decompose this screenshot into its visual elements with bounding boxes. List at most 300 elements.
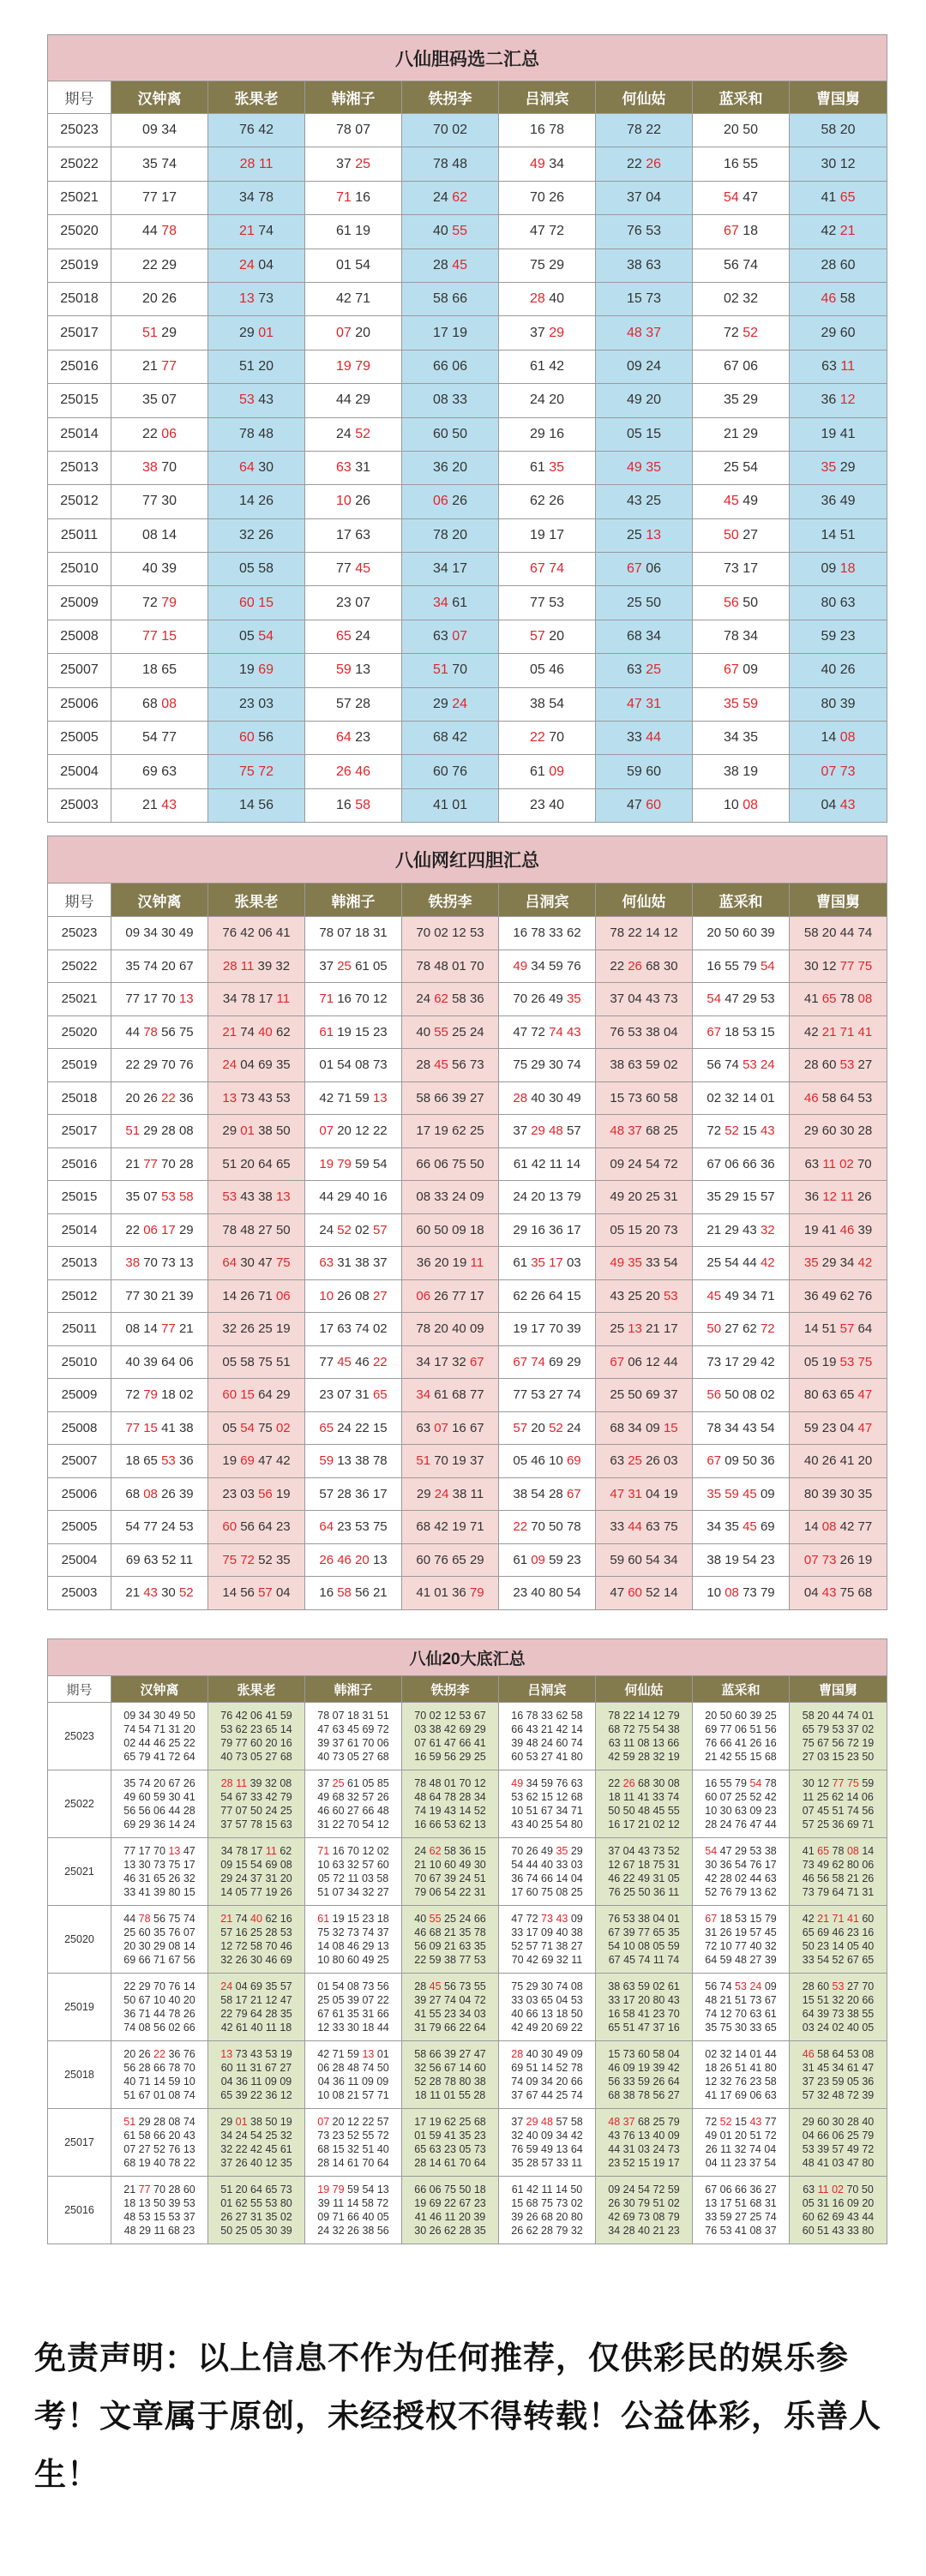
number: 42: [452, 730, 468, 746]
number-cell: [499, 114, 596, 147]
number: 41: [705, 2089, 718, 2102]
number: 14: [429, 2157, 442, 2170]
number: 37: [335, 156, 352, 171]
number: 17: [452, 561, 468, 577]
number-cell: [402, 1543, 499, 1577]
number: 78: [432, 156, 448, 171]
number: 33: [646, 1255, 660, 1271]
number-cell: [596, 451, 693, 484]
highlight-number: 65: [839, 189, 856, 205]
number: 29: [143, 1123, 158, 1139]
number: 34: [556, 2129, 568, 2142]
number: 25: [469, 1123, 484, 1139]
number: 79: [743, 958, 757, 973]
number-line: [305, 1722, 401, 1736]
highlight-number: 77: [832, 1776, 845, 1789]
highlight-number: 43: [821, 1585, 837, 1601]
highlight-number: 21: [222, 1024, 238, 1039]
number-line: [596, 1790, 692, 1804]
highlight-number: 47: [626, 696, 642, 711]
number: 19: [429, 1805, 442, 1817]
number: 20: [434, 1255, 449, 1271]
highlight-number: 28: [239, 156, 256, 171]
number: 70: [513, 991, 528, 1007]
number-cell: [402, 983, 499, 1016]
number: 05: [626, 426, 642, 441]
number: 34: [143, 926, 158, 941]
number: 78: [319, 926, 334, 941]
number: 40: [526, 2129, 538, 2142]
number-line: [790, 2021, 887, 2034]
number-line: [596, 1926, 692, 1939]
number-cell: [596, 687, 693, 721]
number-cell: [790, 620, 887, 653]
number: 53: [275, 1090, 291, 1105]
number: 85: [376, 1776, 389, 1789]
number: 04: [705, 2157, 718, 2170]
number: 29: [725, 1189, 739, 1205]
number-cell: [305, 1703, 402, 1770]
number: 13: [376, 1940, 389, 1952]
number: 48: [452, 156, 468, 171]
highlight-number: 19: [335, 358, 352, 374]
number: 76: [705, 1737, 718, 1749]
number: 19: [414, 2196, 427, 2209]
number: 03: [361, 1872, 374, 1884]
number-line: [693, 2088, 789, 2102]
number: 21: [444, 1940, 456, 1952]
number-cell: [693, 1411, 790, 1445]
number: 53: [622, 1912, 635, 1925]
number: 02: [429, 1709, 442, 1722]
highlight-number: 44: [646, 730, 662, 746]
number: 29: [161, 325, 177, 340]
number: 10: [707, 1585, 722, 1601]
number-line: [305, 1912, 401, 1926]
highlight-number: 54: [258, 629, 274, 644]
number: 40: [638, 2225, 650, 2238]
table-row: [48, 1703, 887, 1770]
number: 03: [566, 1255, 581, 1271]
number: 39: [857, 1222, 873, 1237]
number: 32: [817, 2089, 830, 2102]
table-row: [48, 1345, 887, 1379]
number: 68: [608, 2089, 621, 2102]
number: 09: [526, 2076, 538, 2088]
number: 75: [719, 2022, 732, 2034]
number: 75: [258, 1420, 273, 1435]
number-cell: [305, 1577, 402, 1610]
number-cell: [596, 1411, 693, 1445]
number: 51: [222, 1156, 238, 1171]
number: 57: [235, 1818, 248, 1831]
number: 54: [138, 1722, 151, 1735]
number-line: [305, 2196, 401, 2210]
number: 04: [235, 1980, 248, 1992]
number: 29: [138, 1980, 151, 1992]
number: 23: [817, 2076, 830, 2088]
highlight-number: 60: [628, 1585, 642, 1601]
number-cell: [208, 350, 305, 383]
highlight-number: 35: [821, 460, 837, 476]
number: 17: [372, 1486, 388, 1501]
number: 28: [138, 2061, 151, 2074]
number-cell: [208, 2177, 305, 2244]
number: 30: [265, 2225, 278, 2238]
number: 16: [862, 1926, 875, 1938]
number: 05: [238, 561, 255, 577]
number: 60: [839, 257, 856, 273]
highlight-number: 13: [178, 991, 194, 1007]
number: 04: [459, 1993, 472, 2006]
number: 34: [526, 1776, 538, 1789]
number-cell: [208, 1379, 305, 1412]
number-cell: [402, 114, 499, 147]
number-cell: [596, 2041, 693, 2109]
number: 52: [511, 1940, 524, 1952]
number: 03: [802, 2022, 815, 2034]
number: 63: [332, 1858, 345, 1871]
number-cell: [208, 1313, 305, 1346]
number: 78: [335, 123, 352, 138]
number-line: [305, 1953, 401, 1967]
number: 11: [153, 2225, 165, 2238]
number-cell: [596, 788, 693, 822]
table-row: [48, 788, 887, 822]
number: 26: [258, 494, 274, 509]
number: 26: [143, 1090, 158, 1105]
number-line: [596, 2183, 692, 2196]
number: 58: [832, 1872, 845, 1884]
number: 16: [667, 2022, 680, 2034]
number: 43: [846, 2211, 859, 2223]
highlight-number: 08: [161, 696, 177, 711]
number-cell: [305, 1411, 402, 1445]
number: 41: [473, 1737, 486, 1749]
number: 34: [220, 2129, 233, 2142]
number: 50: [570, 2183, 583, 2196]
number: 42: [719, 1751, 732, 1764]
number: 32: [275, 958, 291, 973]
number: 42: [240, 926, 255, 941]
number: 17: [531, 1321, 545, 1337]
number: 64: [258, 1519, 273, 1535]
period-cell: 25005: [48, 1511, 111, 1544]
number: 65: [764, 2022, 777, 2034]
number: 59: [429, 1954, 442, 1967]
highlight-number: 57: [529, 629, 545, 644]
number: 51: [817, 1993, 830, 2006]
highlight-number: 44: [628, 1519, 642, 1535]
number: 68: [646, 1123, 660, 1139]
number: 16: [235, 1926, 248, 1938]
number: 38: [707, 1552, 722, 1567]
number: 56: [444, 1980, 456, 1992]
number-cell: [402, 586, 499, 620]
number: 80: [821, 595, 837, 610]
number-line: [596, 2047, 692, 2061]
number: 36: [469, 991, 484, 1007]
number: 75: [529, 257, 545, 273]
number-line: [305, 1885, 401, 1899]
number-cell: [790, 1147, 887, 1181]
highlight-number: 24: [452, 696, 468, 711]
number: 33: [556, 2157, 568, 2170]
number: 26: [235, 1954, 248, 1967]
number: 63: [459, 1940, 472, 1952]
number-cell: [305, 1906, 402, 1974]
number: 33: [511, 1993, 524, 2006]
number-line: [111, 2142, 207, 2156]
number: 06: [153, 1805, 165, 1817]
number: 14: [821, 527, 837, 542]
number: 35: [459, 1926, 472, 1938]
number: 27: [265, 1751, 278, 1764]
number: 39: [178, 1288, 194, 1303]
number: 48: [347, 2061, 359, 2074]
number-cell: [111, 1577, 208, 1610]
table-row: [48, 1279, 887, 1313]
number-line: [111, 1804, 207, 1818]
number: 65: [275, 1156, 291, 1171]
number: 37: [372, 1255, 388, 1271]
number: 17: [138, 1844, 151, 1857]
period-cell: 25011: [48, 518, 111, 552]
number: 43: [258, 392, 274, 408]
number-line: [208, 1804, 304, 1818]
highlight-number: 71: [317, 1844, 330, 1857]
number: 25: [123, 1926, 136, 1938]
number-cell: [402, 1703, 499, 1770]
number: 60: [862, 1912, 875, 1925]
table-row: [48, 654, 887, 687]
number: 08: [347, 1980, 359, 1992]
number: 79: [817, 1722, 830, 1735]
highlight-number: 60: [222, 1387, 238, 1403]
number: 40: [250, 2157, 262, 2170]
number-cell: [499, 451, 596, 484]
number: 42: [839, 1519, 855, 1535]
period-cell: 25014: [48, 1213, 111, 1247]
number: 72: [723, 325, 739, 340]
number: 44: [141, 224, 158, 239]
number-line: [402, 2210, 498, 2224]
highlight-number: 45: [743, 1486, 757, 1501]
table-row: [48, 1577, 887, 1610]
highlight-number: 13: [275, 1189, 291, 1205]
number: 32: [332, 2225, 345, 2238]
number: 24: [337, 1420, 352, 1435]
number-cell: [790, 316, 887, 350]
number-cell: [790, 1543, 887, 1577]
number: 41: [638, 2008, 650, 2020]
highlight-number: 13: [628, 1321, 642, 1337]
number-cell: [305, 384, 402, 417]
number: 68: [570, 1790, 583, 1803]
number: 39: [760, 926, 775, 941]
number: 01: [719, 2129, 732, 2142]
number: 24: [459, 1912, 472, 1925]
number: 05: [347, 1751, 359, 1764]
number: 14: [743, 1090, 757, 1105]
number-cell: [693, 316, 790, 350]
number: 52: [347, 2129, 359, 2142]
highlight-number: 24: [238, 257, 255, 273]
highlight-number: 61: [319, 1024, 334, 1039]
number-cell: [499, 316, 596, 350]
number: 29: [743, 426, 759, 441]
number-cell: [305, 1477, 402, 1511]
number: 58: [258, 561, 274, 577]
number-cell: [111, 1015, 208, 1049]
number: 35: [153, 1926, 165, 1938]
number-line: [693, 1818, 789, 1831]
number: 44: [608, 2143, 621, 2155]
number: 23: [529, 798, 545, 812]
number: 38: [258, 1123, 273, 1139]
period-cell: 25021: [48, 983, 111, 1016]
number-cell: [402, 147, 499, 181]
number-line: [111, 2156, 207, 2170]
number: 22: [125, 1057, 141, 1073]
number: 29: [735, 1844, 747, 1857]
number: 78: [832, 1844, 845, 1857]
number-line: [790, 1736, 887, 1750]
period-cell: 25021: [48, 181, 111, 214]
number: 17: [414, 2115, 427, 2128]
number: 42: [570, 2129, 583, 2142]
number-cell: [596, 114, 693, 147]
number: 66: [541, 1872, 553, 1884]
number: 25: [459, 2115, 472, 2128]
number: 31: [414, 2022, 427, 2034]
period-cell: 25016: [48, 350, 111, 383]
period-cell: 25012: [48, 485, 111, 518]
number-cell: [596, 215, 693, 249]
number: 36: [749, 2183, 762, 2196]
table-row: [48, 2041, 887, 2109]
highlight-number: 71: [832, 1912, 845, 1925]
number-cell: [208, 1411, 305, 1445]
number: 74: [857, 926, 873, 941]
number-line: [402, 2156, 498, 2170]
table-row: [48, 518, 887, 552]
number: 68: [638, 1776, 650, 1789]
number-cell: [790, 950, 887, 983]
number: 06: [429, 1886, 442, 1899]
number: 58: [802, 1709, 815, 1722]
number: 45: [347, 1722, 359, 1735]
number-line: [111, 2021, 207, 2034]
number: 32: [719, 2047, 732, 2060]
number: 68: [141, 696, 158, 711]
number: 48: [123, 2225, 136, 2238]
number: 44: [123, 1912, 136, 1925]
number: 74: [638, 1954, 651, 1967]
number: 33: [511, 1926, 524, 1938]
number-cell: [111, 518, 208, 552]
number: 28: [821, 257, 837, 273]
period-cell: 25011: [48, 1313, 111, 1346]
number: 61: [846, 2061, 859, 2074]
number: 55: [735, 1751, 747, 1764]
disclaimer-text: 免责声明：以上信息不作为任何推荐，仅供彩民的娱乐参考！文章属于原创，未经授权不得转载！公益体彩，乐善人生！: [34, 2339, 881, 2493]
number-cell: [402, 1770, 499, 1838]
number: 69: [141, 764, 158, 779]
number: 53: [526, 1751, 538, 1764]
number: 50: [275, 1222, 291, 1237]
header-immortal: 何仙姑: [596, 884, 693, 917]
highlight-number: 25: [355, 156, 371, 171]
highlight-number: 53: [832, 1980, 845, 1992]
number: 69: [760, 1519, 775, 1535]
number: 20: [705, 1709, 718, 1722]
number: 17: [719, 2089, 732, 2102]
number: 20: [183, 1722, 195, 1735]
number-cell: [790, 1703, 887, 1770]
highlight-number: 75: [857, 1354, 873, 1369]
number: 14: [317, 1940, 330, 1952]
highlight-number: 64: [319, 1519, 334, 1535]
number: 23: [817, 1940, 830, 1952]
number: 74: [749, 2143, 761, 2155]
number: 30: [168, 1790, 181, 1803]
number-line: [499, 2075, 595, 2088]
number: 30: [705, 1858, 718, 1871]
number: 30: [549, 1057, 563, 1073]
number: 41: [414, 2008, 427, 2020]
highlight-number: 55: [434, 1024, 448, 1039]
number-cell: [402, 1015, 499, 1049]
number: 27: [429, 1993, 442, 2006]
number: 64: [473, 2157, 486, 2170]
number: 39: [235, 2089, 248, 2102]
number: 61: [280, 2143, 292, 2155]
number: 24: [432, 189, 448, 205]
highlight-number: 69: [566, 1453, 581, 1469]
highlight-number: 62: [452, 189, 468, 205]
number: 31: [622, 2143, 635, 2155]
number: 14: [663, 1585, 678, 1601]
number: 77: [452, 1288, 466, 1303]
number-line: [111, 2196, 207, 2210]
number-line: [596, 1993, 692, 2007]
number-line: [111, 2183, 207, 2196]
number: 47: [183, 1844, 195, 1857]
number: 60: [743, 926, 757, 941]
number: 70: [862, 1980, 875, 1992]
number-line: [111, 1993, 207, 2007]
number: 23: [238, 696, 255, 711]
number: 24: [265, 1805, 278, 1817]
number: 27: [138, 2143, 151, 2155]
number: 74: [138, 1776, 151, 1789]
number: 74: [667, 1954, 680, 1967]
number: 58: [570, 2115, 583, 2128]
number-cell: [402, 553, 499, 586]
highlight-number: 74: [549, 1024, 563, 1039]
number-line: [305, 2210, 401, 2224]
number: 37: [220, 1818, 233, 1831]
number: 51: [832, 1805, 845, 1817]
number: 02: [652, 1818, 665, 1831]
number: 35: [473, 1940, 486, 1952]
number: 51: [821, 1321, 837, 1337]
number: 53: [846, 2047, 859, 2060]
number: 20: [355, 325, 371, 340]
number-cell: [790, 1974, 887, 2041]
number-cell: [790, 1247, 887, 1280]
